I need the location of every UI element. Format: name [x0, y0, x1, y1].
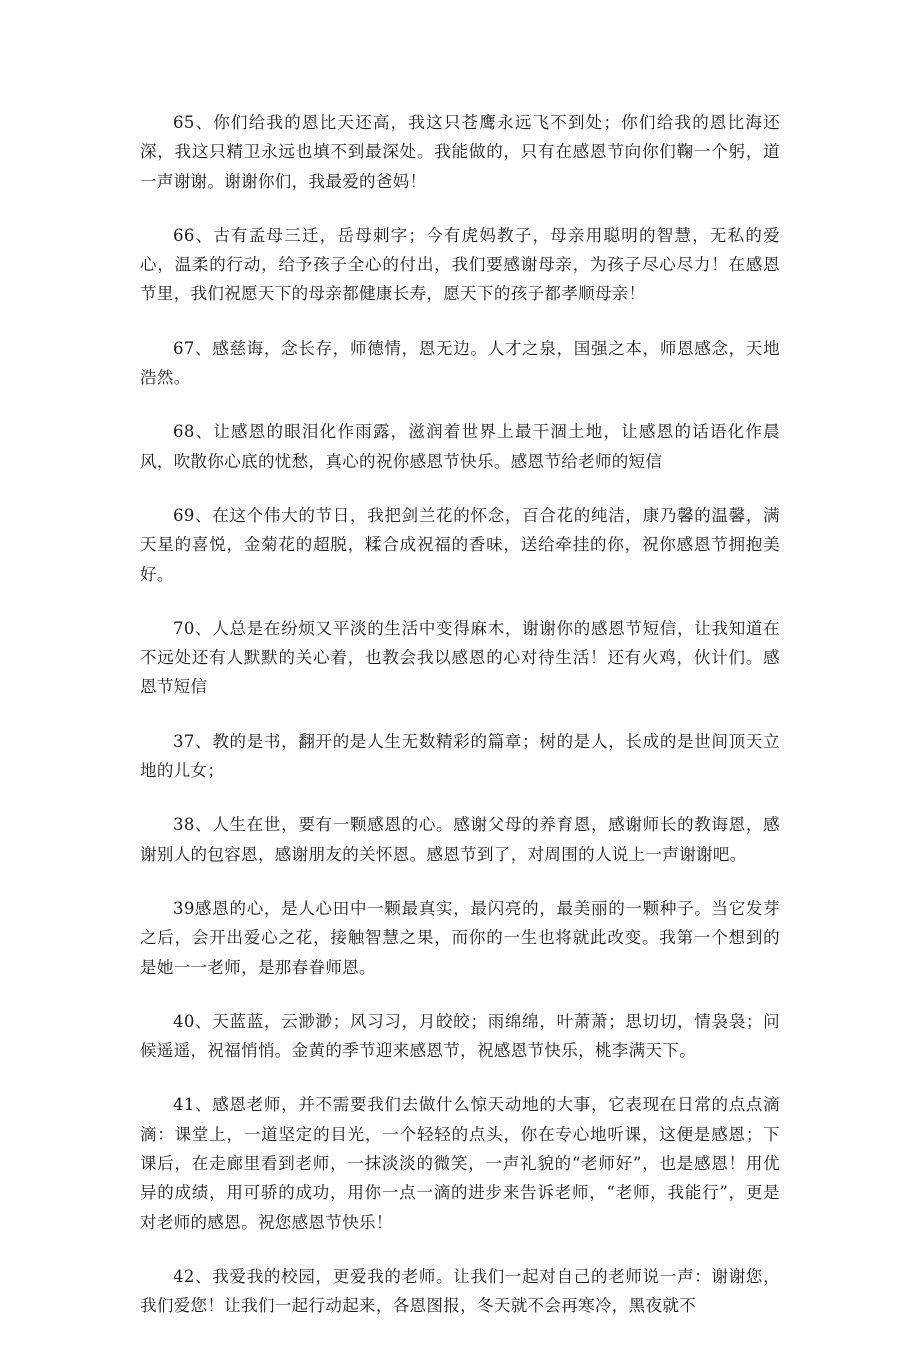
paragraph-70: 70、人总是在纷烦又平淡的生活中变得麻木，谢谢你的感恩节短信，让我知道在不远处还有人默默的关心着，也教会我以感恩的心对待生活！还有火鸡，伙计们。感恩节短信 [140, 618, 780, 697]
paragraph-68: 68、让感恩的眼泪化作雨露，滋润着世界上最干涸土地，让感恩的话语化作晨风，吹散你心底的忧愁，真心的祝你感恩节快乐。感恩节给老师的短信 [140, 422, 780, 471]
paragraph-39: 39感恩的心，是人心田中一颗最真实，最闪亮的，最美丽的一颗种子。当它发芽之后，会开出爱心之花，接触智慧之果，而你的一生也将就此改变。我第一个想到的是她一一老师，是那春眷师恩。 [140, 898, 780, 977]
paragraph-42: 42、我爱我的校园，更爱我的老师。让我们一起对自己的老师说一声：谢谢您，我们爱您！让我们一起行动起来，各恩图报，冬天就不会再寒冷，黑夜就不 [140, 1266, 780, 1316]
document-body [140, 108, 780, 1346]
paragraph-66: 66、古有孟母三迁，岳母刺字；今有虎妈教子，母亲用聪明的智慧，无私的爱心，温柔的行动，给予孩子全心的付出，我们要感谢母亲，为孩子尽心尽力！在感恩节里，我们祝愿天下的母亲都健康长寿，愿天下的孩子都孝顺母亲！ [140, 225, 780, 304]
paragraph-67: 67、感慈诲，念长存，师德情，恩无边。人才之泉，国强之本，师恩感念，天地浩然。 [140, 338, 780, 388]
paragraph-69: 69、在这个伟大的节日，我把剑兰花的怀念，百合花的纯洁，康乃馨的温馨，满天星的喜悦，金菊花的超脱，糅合成祝福的香味，送给牵挂的你，祝你感恩节拥抱美好。 [140, 505, 780, 584]
paragraph-37: 37、教的是书，翻开的是人生无数精彩的篇章；树的是人，长成的是世间顶天立地的儿女； [140, 731, 780, 781]
paragraph-38: 38、人生在世，要有一颗感恩的心。感谢父母的养育恩，感谢师长的教诲恩，感谢别人的包容恩，感谢朋友的关怀恩。感恩节到了，对周围的人说上一声谢谢吧。 [140, 815, 780, 864]
paragraph-40: 40、天蓝蓝，云渺渺；风习习，月皎皎；雨绵绵，叶萧萧；思切切，情袅袅；问候遥遥，祝福悄悄。金黄的季节迎来感恩节，祝感恩节快乐，桃李满天下。 [140, 1011, 780, 1061]
paragraph-41: 41、感恩老师，并不需要我们去做什么惊天动地的大事，它表现在日常的点点滴滴：课堂上，一道坚定的目光，一个轻轻的点头，你在专心地听课，这便是感恩；下课后，在走廊里看到老师，一抹淡淡的微笑，一声礼貌的“老师好”，也是感恩！用优异的成绩，用可骄的成功，用你一点一滴的进步来告诉老师，“老师，我能行”，更是对老师的感恩。祝您感恩节快乐！ [140, 1095, 780, 1232]
paragraph-65: 65、你们给我的恩比天还高，我这只苍鹰永远飞不到处；你们给我的恩比海还深，我这只精卫永远也填不到最深处。我能做的，只有在感恩节向你们鞠一个躬，道一声谢谢。谢谢你们，我最爱的爸妈！ [140, 113, 780, 191]
